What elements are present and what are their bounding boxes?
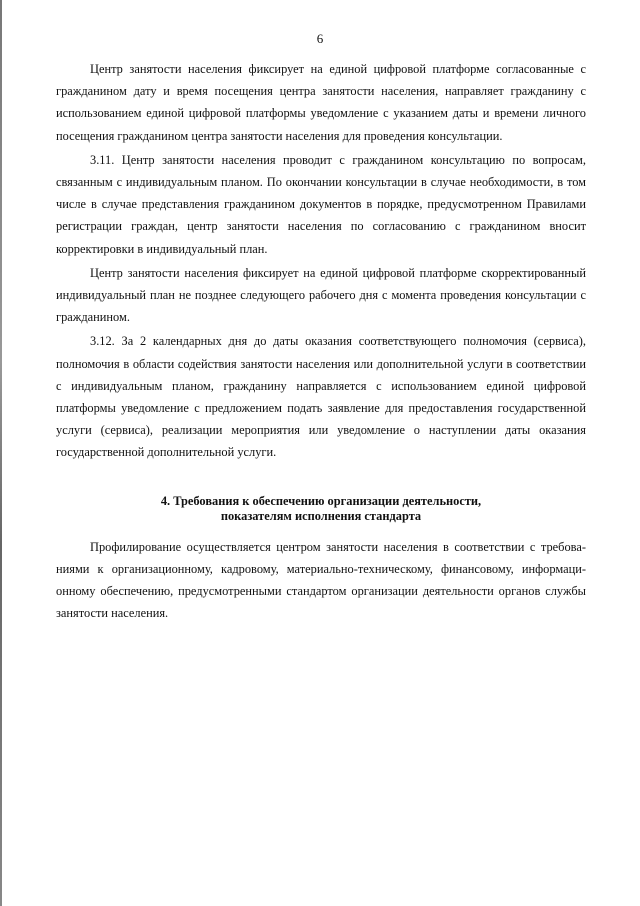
section-heading-line2: показателям исполнения стандарта [220,508,422,523]
document-body [56,58,586,626]
scan-edge [0,0,2,906]
paragraph-profiling: Профилирование осуществляется центром занятости населения в соответствии с требованиями к организационному, кадровому, материально-техническому, финансовому, информационному обеспечению, предусмотренными стандартом организации деятельности органов службы занятости населения. [56,539,586,621]
paragraph-adjusted-plan: Центр занятости населения фиксирует на единой цифровой платформе скорректированный индивидуальный план не позднее следующего рабочего дня с момента проведения консультации с гражданином. [56,265,586,325]
paragraph-3-11: 3.11. Центр занятости населения проводит с гражданином консультацию по вопросам, связанным с индивидуальным планом. По окончании консультации в случае необходимости, в том числе в случае представления гражданином документов в порядке, предусмотренном Правилами регистрации граждан, центр занятости населения по согласованию с гражданином вносит корректировки в индивидуальный план. [56,152,586,256]
page-number: 6 [316,31,324,46]
paragraph-fixation: Центр занятости населения фиксирует на единой цифровой платформе согласованные с гражданином дату и время посещения центра занятости населения, направляет гражданину с использованием единой цифровой платформы уведомление с указанием даты и времени личного посещения гражданином центра занятости населения для проведения консультации. [56,62,586,143]
section-heading [56,494,586,524]
paragraph-3-12: 3.12. За 2 календарных дня до даты оказания соответствующего полномочия (сервиса), полномочия в области содействия занятости населения или дополнительной услуги в соответствии с индивидуальным планом, гражданину направляется с использованием единой цифровой платформы уведомление с предложением подать заявление для предоставления государственной услуги (сервиса), реализации мероприятия или уведомление о наступлении даты оказания государственной дополнительной услуги. [56,334,586,460]
section-heading-line1: 4. Требования к обеспечению организации деятельности, [160,493,482,508]
